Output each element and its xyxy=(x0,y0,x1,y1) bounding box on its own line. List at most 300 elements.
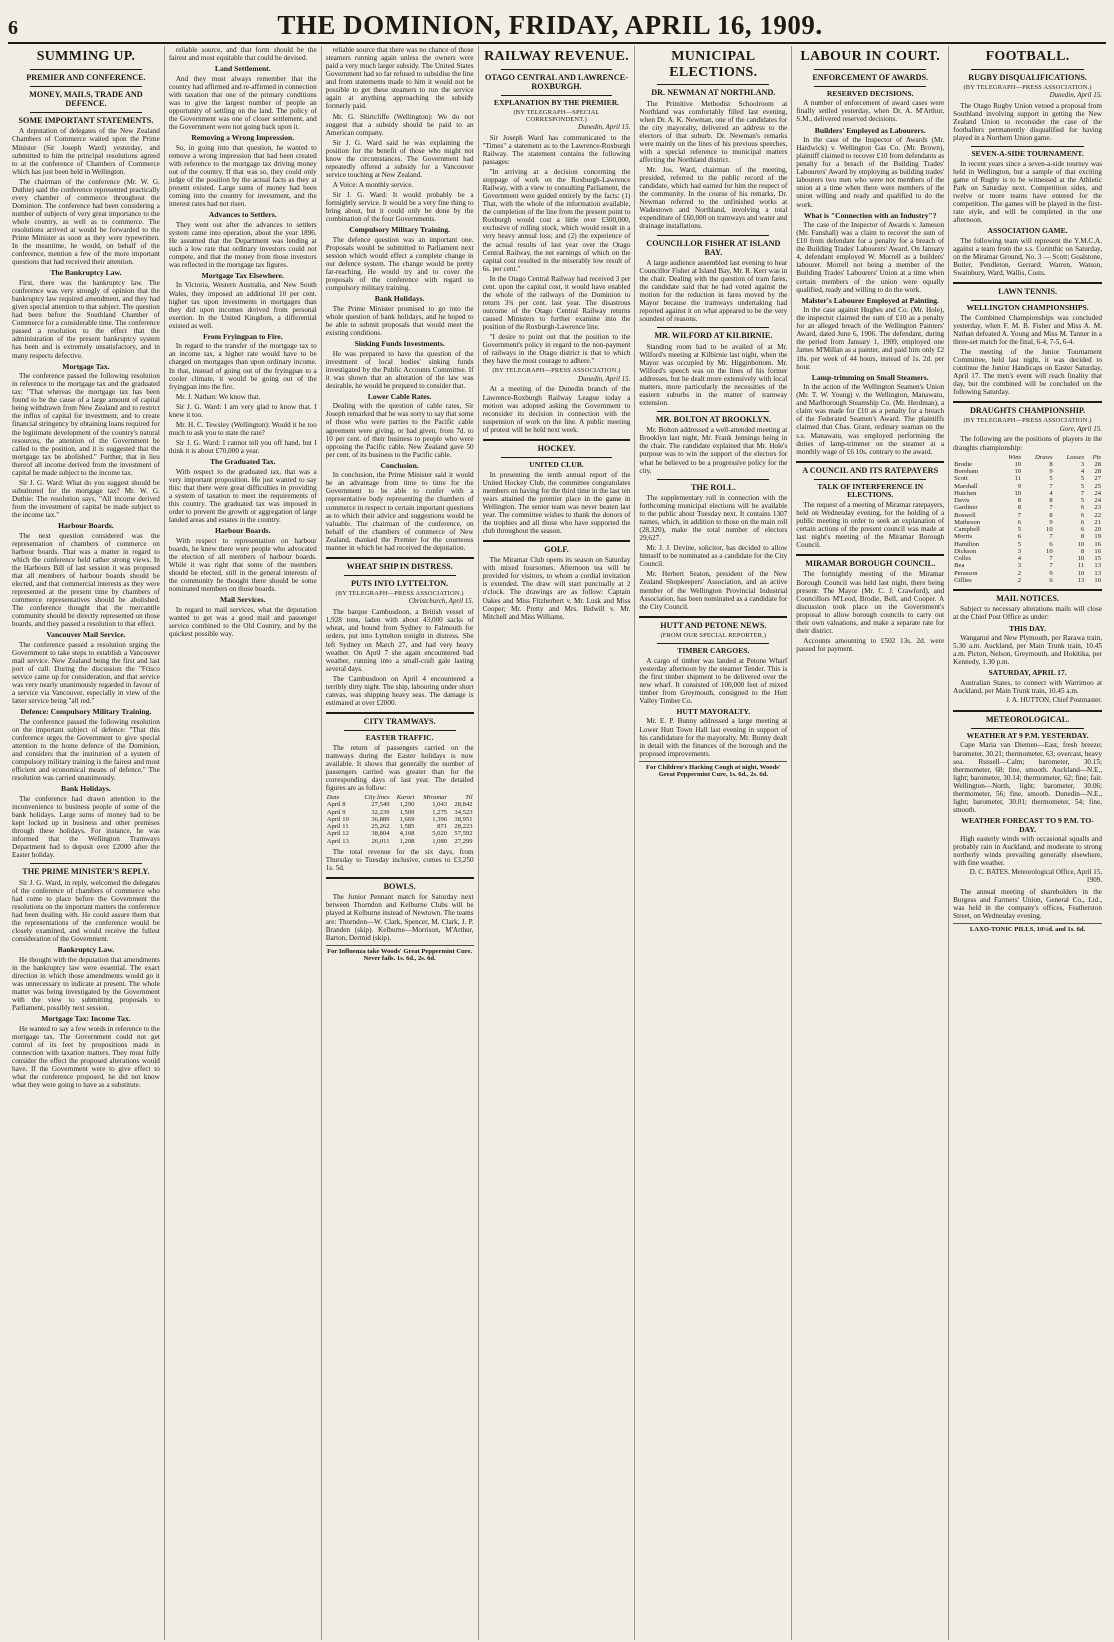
paragraph: reliable source, and that form should be the fairest and most equitable that could be devised. xyxy=(168,46,317,63)
table-cell: 6 xyxy=(1017,533,1022,541)
article-heading: LABOUR IN COURT. xyxy=(800,49,941,64)
table-header-cell: Date xyxy=(326,794,340,802)
table-cell: 36,889 xyxy=(371,815,390,823)
table-row xyxy=(953,468,1102,475)
table-cell: 19 xyxy=(1094,533,1101,541)
article-heading: RAILWAY REVENUE. xyxy=(484,49,629,64)
paragraph: The Otago Rugby Union vetoed a proposal from Southland involving support in getting the New Zealand Union to reconsider the case of the footballers permanently disqualified for having played in a Northern Union game. xyxy=(953,101,1102,143)
section-heading: The Graduated Tax. xyxy=(209,457,276,467)
paragraph: In Victoria, Western Australia, and New South Wales, they imposed an additional 10 per cent. higher tax upon investments in mortgages than they did upon incomes derived from personal exertion. In the United Kingdom, a differential existed as well. xyxy=(168,281,317,330)
table-cell: Gillies xyxy=(954,576,972,584)
table-row xyxy=(953,490,1102,497)
article-subheading: RESERVED DECISIONS. xyxy=(826,88,914,98)
table-row xyxy=(326,809,474,816)
byline: (FROM OUR SPECIAL REPORTER.) xyxy=(660,631,767,639)
paragraph: The barque Cambusdoon, a British vessel of 1,928 tons, laden with about 43,000 sacks of wheat, and bound from Sydney to Falmouth for orders, put into Lyttelton tonight in distress. She left Sydney on March 27, and had very heavy weather. On April 7 she again encountered bad weather, running into a small-craft gale lasting several days. xyxy=(325,608,474,673)
column-5 xyxy=(635,46,792,1640)
article-subheading: MR. WILFORD AT KILBIRNIE. xyxy=(654,331,773,341)
article-heading: WHEAT SHIP IN DISTRESS. xyxy=(346,561,453,571)
table-header-cell: Losses xyxy=(1066,453,1085,461)
article-heading: LAWN TENNIS. xyxy=(998,286,1058,296)
article-heading: MAIL NOTICES. xyxy=(996,594,1059,604)
column-3 xyxy=(322,46,479,1640)
dateline: Dunedin, April 15. xyxy=(578,122,631,131)
advertisement: For Children's Hacking Cough at night, Woods' Great Peppermint Cure, 1s. 6d., 2s. 6d. xyxy=(639,761,787,779)
article-subheading: UNITED CLUB. xyxy=(529,460,584,470)
table-cell: 1,043 xyxy=(432,801,448,809)
table-row xyxy=(326,816,474,823)
table-cell: 8 xyxy=(1080,533,1085,541)
table-cell: 28,223 xyxy=(454,823,473,831)
paragraph: The total revenue for the six days, from Thursday to Tuesday inclusive, comes to £3,250 1s. 5d. xyxy=(325,847,474,873)
table-cell: 10 xyxy=(1077,555,1085,563)
paragraph: Mr. H. C. Tewsley (Wellington): Would it be too much to ask you to state the rate? xyxy=(168,420,317,437)
table-cell: 16 xyxy=(1094,547,1101,555)
table-header-row xyxy=(326,794,474,801)
table-cell: 8 xyxy=(1017,497,1022,505)
paragraph: The fortnightly meeting of the Miramar Borough Council was held last night, there being present: The Mayor (Mr. C. J. Crawford), and Councillors M'Leod, Brodie, Bell, and Cooper. A discussion took place on the Government's proposal to allow borough councils to carry out their own valuations, and make a separate rate for their district. xyxy=(796,570,945,635)
table-cell: 25 xyxy=(1094,482,1101,490)
masthead xyxy=(8,2,1106,44)
table-cell: 8 xyxy=(1080,547,1085,555)
paragraph: The conference passed the following resolution in reference to the mortgage tax and the graduated tax: "That whereas the mortgage tax has been found to be the cause of a large amount of capital being withdrawn from New Zealand and to restrict the influx of capital for investment, and to create financial stringency by obtaining loans required for the legitimate development of the country's natural resources, the attention of the Government be called to the position, and it is suggested that the mortgage tax be abolished." Further, that in lieu thereof all income derived from the investment of capital be made subject to the income tax. xyxy=(12,372,160,477)
article-subheading: THE ROLL. xyxy=(691,482,736,492)
table-cell: 32,239 xyxy=(371,808,390,816)
paragraph: Mr. Bolton addressed a well-attended meeting at Brooklyn last night, Mr. Frank Jennings being in the chair. The candidate explained that Mr. Hole's purpose was to win the support of the electors for what he believed to be a progressive policy for the city. xyxy=(639,426,788,475)
table-row xyxy=(953,555,1102,562)
paragraph: Sir J. G. Ward: It would probably be a fortnightly service. It would be a very fine thing to bring about, but it could only be done by the combination of the four Governments. xyxy=(325,191,474,224)
table-cell: 22 xyxy=(1094,511,1101,519)
advertisement: For Influenza take Woods' Great Peppermint Cure. Never fails. 1s. 6d., 2s. 6d. xyxy=(326,945,474,963)
signature-line: D. C. BATES. Meteorological Office, April 15, 1909. xyxy=(969,868,1102,885)
table-cell: Scott xyxy=(954,475,968,483)
article-subheading: COUNCILLOR FISHER AT ISLAND BAY. xyxy=(646,238,781,257)
table-cell: Boreham xyxy=(954,468,979,476)
byline: (BY TELEGRAPH—PRESS ASSOCIATION.) xyxy=(335,590,464,598)
section-heading: Compulsory Military Training. xyxy=(349,225,451,235)
table-cell: 28 xyxy=(1094,460,1101,468)
table-cell: 7 xyxy=(1049,562,1053,570)
table-cell: 15 xyxy=(1094,555,1101,563)
table-cell: Dickson xyxy=(954,547,977,555)
table-cell: 27,549 xyxy=(371,801,390,809)
table-cell: 2 xyxy=(1017,576,1022,584)
section-heading: What is "Connection with an Industry"? xyxy=(803,210,937,220)
table-cell: 10 xyxy=(1094,576,1101,584)
section-heading: Removing a Wrong Impression. xyxy=(191,133,295,143)
table-cell: 871 xyxy=(437,823,448,831)
section-heading: Harbour Boards. xyxy=(58,521,114,531)
table-cell: 3 xyxy=(1080,460,1085,468)
section-heading: Harbour Boards. xyxy=(214,526,271,536)
table-cell: 26,011 xyxy=(371,837,390,845)
section-heading: From Fryingpan to Fire. xyxy=(203,331,283,341)
section-heading: Lower Cable Rates. xyxy=(367,391,432,401)
table-cell: 7 xyxy=(1049,504,1053,512)
paragraph: Mr. E. P. Bunny addressed a large meeting at Lower Hutt Town Hall last evening in support of his candidature for the mayoralty. Mr. Bunny dealt in detail with the finances of the borough and the proposed improvements. xyxy=(639,717,788,758)
table-body xyxy=(953,461,1102,584)
byline: (BY TELEGRAPH—SPECIAL CORRESPONDENT.) xyxy=(513,108,600,123)
table-cell: 6 xyxy=(1080,518,1085,526)
paragraph: In regard to mail services, what the deputation wanted to get was a good mail and passenger service combined to the Old Country, and by the quickest possible way. xyxy=(168,605,317,638)
table-cell: 16 xyxy=(1094,540,1101,548)
byline: (BY TELEGRAPH—PRESS ASSOCIATION.) xyxy=(963,83,1092,91)
paragraph: In the case against Hughes and Co. (Mr. Hole), the inspector claimed the sum of £10 as a penalty for an alleged breach of the Wellington Painters' Award, dated June 6, 1906. The defendant, during the period from January 1, 1909, employed one James M'Millan as a painter, and paid him only £2 18s. per week of 44 hours, instead of 1s. 2d. per hour. xyxy=(796,306,945,371)
table-cell: 4 xyxy=(1080,468,1085,476)
paragraph: The Prime Minister promised to go into the whole question of bank holidays, and he hoped to be able to submit proposals that would meet the existing conditions. xyxy=(325,304,474,337)
dateline: Gore, April 15. xyxy=(1059,424,1102,433)
paragraph: In regard to the transfer of the mortgage tax to an income tax, a higher rate would have to be charged on mortgages than upon ordinary income. In that, instead of going out of the fryingpan to a cooler climate, it would be going out of the fryingpan into the fire. xyxy=(168,342,317,391)
article-heading: GOLF. xyxy=(544,545,569,555)
table-cell: 38,951 xyxy=(454,815,473,823)
section-heading: Lamp-trimming on Small Steamers. xyxy=(811,372,929,382)
column-2 xyxy=(165,46,322,1640)
paragraph: So, in going into that question, he wanted to remove a wrong impression that had been created with reference to the mortgage tax driving money out of the country. If that was so, they could only judge of the position by the actual facts as they at present existed. Large sums of money had been coming into the country for investment, and the interest rates had not risen. xyxy=(168,143,317,208)
table-cell: 23 xyxy=(1094,504,1101,512)
table-cell: 9 xyxy=(1049,468,1053,476)
section-heading: Sinking Funds Investments. xyxy=(354,339,445,348)
paragraph: He thought with the deputation that amendments in the bankruptcy law were essential. The exact direction in which those amendments would go it was unnecessary to indicate at present. The whole matter was being investigated by the Government with the view to submitting proposals to Parliament, possibly next session. xyxy=(12,955,160,1013)
paragraph: With respect to representation on harbour boards, he knew there were people who advocated the election of all members of harbour boards. While it was right that some of the members should be elected, still in the general interests of the community he thought there should be some nominated members on those boards. xyxy=(168,536,317,593)
paragraph: Sir Joseph Ward has communicated to the "Times" a statement as to the Lawrence-Roxburgh Railway. The statement contains the following passages: xyxy=(482,133,631,166)
table-header-cell: Draws xyxy=(1035,453,1053,461)
table-cell: Brodie xyxy=(954,460,973,468)
article-subheading: ENFORCEMENT OF AWARDS. xyxy=(812,72,929,82)
paragraph: In the case of the Inspector of Awards (Mr. Hardwick) v. Wellington Gas Co. (Mr. Brown), plaintiff claimed to recover £10 from defendants as penalty for a breach of the Building Trades' Labourers' Award by employing as building trades' labourers two men who were not members of the union at a time when there were members of the union willing and ready and qualified to do the work. xyxy=(796,136,945,209)
article-subheading: TALK OF INTERFERENCE IN ELECTIONS. xyxy=(817,481,924,500)
paragraph: Australian States, to connect with Warrimoo at Auckland, per Main Trunk train, 10.45 a.m. xyxy=(953,678,1102,695)
table-cell: Colles xyxy=(954,555,971,563)
tram-traffic-table xyxy=(326,794,474,845)
table-row xyxy=(953,562,1102,569)
table-cell: April 8 xyxy=(326,801,346,809)
paragraph: The conference passed the following resolution on the important subject of defence: "That this conference urges the Government to give special attention to the home defence of the Dominion, and considers that the institution of a system of compulsory military training is the fairest and most efficient and economical means of defence." The resolution was carried unanimously. xyxy=(12,717,160,783)
section-heading: Mortgage Tax: Income Tax. xyxy=(41,1014,131,1024)
table-cell: April 11 xyxy=(326,823,349,831)
paragraph: "I desire to point out that the position to the Government's policy in regard to the non-payment of railways in the Otago district is that to which they have the most courage to adhere." xyxy=(482,333,631,366)
paragraph: First, there was the bankruptcy law. The conference was very strongly of opinion that the bankruptcy law required amendment, and they had given special attention to that subject. The question had been before the Southland Chamber of Commerce for a considerable time. The conference passed a resolution to the effect that the administration of the present bankruptcy system has been and is extremely unsatisfactory, and in many respects defective. xyxy=(12,278,160,360)
table-cell: 34,523 xyxy=(454,808,473,816)
table-cell: 28,842 xyxy=(454,801,473,809)
section-heading: Mail Services. xyxy=(219,595,266,604)
table-row xyxy=(953,497,1102,504)
paragraph: The conference passed a resolution urging the Government to take steps to establish a Vancouver mail service. New Zealand being the first and last port of call. During the discussion the "Frisco service came up for consideration, and that service was very nearly unanimously regarded in favour of a service via Vancouver, especially in view of the latter service being "all red." xyxy=(12,640,160,706)
table-header-cell: City lines xyxy=(364,794,390,802)
paragraph: Subject to necessary alterations mails will close at the Chief Post Office as under: xyxy=(953,605,1102,622)
table-cell: 11 xyxy=(1014,475,1022,483)
table-cell: 1,669 xyxy=(399,815,415,823)
paragraph: The conference had drawn attention to the inconvenience to business people of some of the bank holidays. Large sums of money had to be kept locked up in business and other premises through these holidays. For instance, he was informed that the Wellington Tramways Department had to deposit over £2000 after the Easter holiday. xyxy=(12,794,160,860)
table-cell: Marshall xyxy=(954,482,978,490)
paragraph: The following are the positions of players in the draughts championship: xyxy=(953,435,1102,452)
paragraph: With respect to the graduated tax, that was a very important proposition. He just wanted to say this: that there were great difficulties in providing a system of taxation to meet the requirements of this country. The graduated tax was imposed in order to prevent the growth or aggregation of large landed areas and estates in the country. xyxy=(168,467,317,524)
table-cell: 38,804 xyxy=(371,830,390,838)
table-row xyxy=(953,533,1102,540)
paragraph: The supplementary roll in connection with the forthcoming municipal elections will be available to the public about Tuesday next. It contains 1307 names, which, in addition to those on the main roll (28,320), make the total number of electors 29,627. xyxy=(639,493,788,543)
column-7 xyxy=(949,46,1106,1640)
paragraph: In the action of the Wellington Seamen's Union (Mr. T. W. Young) v. the Wellington, Manawatu, and Marlborough Steamship Co. (Mr. Herdman), a claim was made for £10 as a penalty for a breach of the Federated Seamen's Award. The plaintiffs claimed that Chas. Grant, ordinary seaman on the s.s. Manawatu, was employed performing the duties of lamp-trimmer on the steamer at a monthly wage of £6 10s. contrary to the award. xyxy=(796,383,945,456)
paragraph: The defence question was an important one. Proposals would be submitted to Parliament next session which would effect a complete change in our defence system. The change would be pretty far-reaching. He would try and to cover the proposals of the conference with regard to compulsory military training. xyxy=(325,235,474,293)
article-subheading: THE PRIME MINISTER'S REPLY. xyxy=(22,867,150,877)
section-heading: WEATHER AT 9 P.M. YESTERDAY. xyxy=(966,730,1089,740)
paragraph: Mr. G. Shirtcliffe (Wellington): We do not suggest that a subsidy should be paid to an American company. xyxy=(325,112,474,137)
article-heading: A COUNCIL AND ITS RATEPAYERS xyxy=(802,465,939,475)
table-cell: 9 xyxy=(1049,518,1053,526)
article-subheading: EXPLANATION BY THE PREMIER. xyxy=(493,98,620,108)
table-row xyxy=(953,548,1102,555)
paragraph: reliable source that there was no chance of those steamers running again unless the owners were paid a very much larger subsidy. The United States Government had so far refused to subsidise the line and from statements made to him it would not be possible to get these steamers to run the service again at anything approaching the subsidy formerly paid. xyxy=(325,46,474,111)
table-cell: 4,168 xyxy=(399,830,415,838)
article-subheading: PREMIER AND CONFERENCE. xyxy=(26,72,146,82)
paragraph: The Combined Championships was concluded yesterday, when F. M. B. Fisher and Miss A. M. Nathan defeated A. Young and Miss M. Tanner in a three-set match for the final, 6-4, 7-5, 6-4. xyxy=(953,313,1102,346)
table-cell: 13 xyxy=(1094,562,1101,570)
table-cell: 8 xyxy=(1049,497,1053,505)
table-cell: 5,020 xyxy=(432,830,448,838)
paragraph: High easterly winds with occasional squalls and probably rain in Auckland, and moderate to strong northerly winds prevailing generally elsewhere, with fine weather. xyxy=(953,835,1102,868)
section-heading: Bank Holidays. xyxy=(374,294,425,304)
article-heading: MUNICIPAL ELECTIONS. xyxy=(669,49,758,80)
table-row xyxy=(326,801,474,808)
table-cell: 10 xyxy=(1014,489,1022,497)
paragraph: Dealing with the question of cable rates, Sir Joseph remarked that he was sorry to say that some of those who were parties to the Pacific cable agreement were giving, or had given, from 7d. to 10 per cent. of their business to people who were opposing the Pacific cable. New Zealand gave 50 per cent. of its business to the Pacific cable. xyxy=(325,402,474,459)
table-cell: 6 xyxy=(1080,526,1085,534)
table-row xyxy=(953,483,1102,490)
table-cell: 7 xyxy=(1017,511,1022,519)
paragraph: A Voice: A monthly service. xyxy=(332,181,414,189)
page-number: 6 xyxy=(8,17,18,39)
section-heading: SATURDAY, APRIL 17. xyxy=(988,668,1067,678)
paragraph: And they must always remember that the country had affirmed and re-affirmed in connection with taxation that one of the primary conditions was to give the largest number of people an opportunity of settling on the land. The policy of the Government was one of closer settlement, and the Government were not going back upon it. xyxy=(168,74,317,131)
table-cell: Hamilton xyxy=(954,540,980,548)
paragraph: A deputation of delegates of the New Zealand Chambers of Commerce waited upon the Prime Minister (Sir Joseph Ward) yesterday, and submitted to him the principal resolutions agreed to at the conference of Chambers of Commerce which has just been held in Wellington. xyxy=(12,127,160,176)
article-heading: HUTT AND PETONE NEWS. xyxy=(660,620,767,630)
article-subheading: WELLINGTON CHAMPIONSHIPS. xyxy=(966,303,1089,313)
section-heading: The Bankruptcy Law. xyxy=(50,268,122,278)
table-cell: 4 xyxy=(1049,489,1053,497)
advertisement: LAXO-TONIC PILLS, 10½d. and 1s. 6d. xyxy=(953,923,1102,933)
article-subheading: TIMBER CARGOES. xyxy=(677,646,750,656)
table-cell: 3 xyxy=(1017,562,1022,570)
paragraph: In presenting the tenth annual report of the United Hockey Club, the committee congratulates members on having for the third time in the last ten years attained the premier place in the game in Wellington. The senior team was never beaten last year. The committee wishes to thank the donors of the trophies and all those who have supported the club throughout the season. xyxy=(482,470,631,535)
section-heading: WEATHER FORECAST TO 9 P.M. TO-DAY. xyxy=(961,816,1094,834)
article-heading: DRAUGHTS CHAMPIONSHIP. xyxy=(969,406,1086,416)
paragraph: A number of enforcement of award cases were finally settled yesterday, when Dr. A. M'Arthur, S.M., delivered reserved decisions. xyxy=(796,99,945,124)
paragraph: The Primitive Methodist Schoolroom at Northland was comfortably filled last evening, when Dr. A. K. Newman, one of the candidates for the city mayoralty, delivered an address to the electors of that suburb. Dr. Newman's remarks were mainly on the lines of his previous speeches, with a special reference to municipal matters affecting the Northland district. xyxy=(639,99,788,164)
table-cell: 7 xyxy=(1080,489,1085,497)
paragraph: Mr. Jos. Ward, chairman of the meeting, presided, referred to the public record of the candidate, which had earned for him the respect of the community. In the course of his remarks, Dr. Newman referred to the unfinished works at Wadestown and Northland, involving a total expenditure of £60,000 on tramways and water and drainage installations. xyxy=(639,166,788,231)
table-row xyxy=(953,504,1102,511)
table-row xyxy=(953,526,1102,533)
table-header-row xyxy=(953,454,1102,461)
table-row xyxy=(953,570,1102,577)
section-heading: Conclusion. xyxy=(380,460,419,470)
paragraph: The request of a meeting of Miramar ratepayers, held on Wednesday evening, for the holding of a public meeting in order to seek an explanation of certain actions of the present council was made at last night's meeting of the Miramar Borough Council. xyxy=(796,500,945,550)
table-cell: 25,262 xyxy=(371,823,390,831)
byline: (BY TELEGRAPH—PRESS ASSOCIATION.) xyxy=(492,367,621,375)
table-cell: 3 xyxy=(1017,547,1022,555)
paragraph: Sir J. G. Ward said he was explaining the position for the benefit of those who might not know the circumstances. The Government had repeatedly offered a subsidy for a Vancouver service touching at New Zealand. xyxy=(325,138,474,179)
section-heading: Vancouver Mail Service. xyxy=(46,630,126,640)
paragraph: Standing room had to be availed of at Mr. Wilford's meeting at Kilbirnie last night, when the Mayor was occupied by Mr. Higginbottom. Mr. Wilford's speech was on the lines of his former addresses, but he dealt more extensively with local matters, more particularly the necessities of the eastern suburbs in the matter of tramway extension. xyxy=(639,342,788,408)
table-cell: 5 xyxy=(1080,482,1085,490)
paragraph: The Junior Pennant match for Saturday next between Thorndon and Kelburne Clubs will be played at Kelburne instead of Newtown. The teams are: Thorndon—W. Clark, Spencer, M. Clark, J. P. Branden (skip). Kelburne—Morrison, M'Arthur, Barton, Dermid (skip). xyxy=(325,893,474,942)
article-heading: BOWLS. xyxy=(383,882,416,892)
paragraph: A cargo of timber was landed at Petone Wharf yesterday afternoon by the steamer Tender. This is the first timber shipment to be delivered over the new wharf. It consisted of 100,000 feet of mixed timber from Greymouth, consigned to the Hutt Valley Timber Co. xyxy=(639,656,788,705)
paragraph: The Miramar Club opens its season on Saturday with mixed foursomes. Afternoon tea will be provided for visitors, to whom a cordial invitation is extended. The draw will start punctually at 2 o'clock. The drawings are as follow: Captain Oakes and Miss Fitzherbert v. Mr. Lusk and Miss Cooper; Mr. Pretty and Mrs. Bidwill v. Mr. Mitchell and Miss Williams. xyxy=(482,556,631,621)
table-cell: 5 xyxy=(1080,497,1085,505)
paragraph: Mr. J. J. Devine, solicitor, has decided to allow himself to be nominated as a candidate for the City Council. xyxy=(639,544,788,569)
column-6 xyxy=(792,46,949,1640)
table-cell: 10 xyxy=(1046,547,1053,555)
paragraph: Sir J. G. Ward: I cannot tell you off hand, but I think it is about £70,000 a year. xyxy=(168,439,317,456)
table-cell: 5 xyxy=(1017,540,1022,548)
table-cell: 1,208 xyxy=(399,837,415,845)
section-heading: Bank Holidays. xyxy=(61,784,111,794)
article-subheading: RUGBY DISQUALIFICATIONS. xyxy=(968,72,1087,82)
article-subheading: DR. NEWMAN AT NORTHLAND. xyxy=(651,88,776,98)
paragraph: The Cambusdoon on April 4 encountered a terribly dirty night. The ship, labouring under short canvas, was shipping heavy seas. The damage is estimated at over £2000. xyxy=(325,674,474,707)
paragraph: He wanted to say a few words in reference to the mortgage tax. The Government could not get control of its feet by propositions made in connection with taxation matters. They must fully consider the effect the proposed alterations would have. If the Government were to give effect to what the conference proposed, he did not know what they were going to have as a substitute. xyxy=(12,1024,160,1090)
section-heading: Land Settlement. xyxy=(214,64,271,74)
table-cell: 7 xyxy=(1049,555,1053,563)
table-cell: Davis xyxy=(954,497,970,505)
table-cell: April 12 xyxy=(326,830,349,838)
table-header-cell: Wins xyxy=(1008,453,1022,461)
paragraph: A large audience assembled last evening to hear Councillor Fisher at Island Bay, Mr. R. Kerr was in the chair. Dealing with the question of tram fares, the candidate said that he had voted against the motion for the reduction in fares moved by the Mayor because the tramways undertaking had reported against it on what appeared to be the very soundest of reasons. xyxy=(639,258,788,324)
table-cell: 6 xyxy=(1049,540,1053,548)
section-heading: Defence: Compulsory Military Training. xyxy=(20,707,152,717)
table-cell: 9 xyxy=(1049,569,1053,577)
table-cell: 8 xyxy=(1049,511,1053,519)
table-header-cell: Pts xyxy=(1092,453,1101,461)
table-cell: 24 xyxy=(1094,489,1101,497)
section-heading: Advances to Settlers. xyxy=(208,210,277,220)
table-cell: 11 xyxy=(1077,562,1085,570)
table-row xyxy=(326,823,474,830)
table-cell: 6 xyxy=(1049,576,1053,584)
paragraph: The case of the Inspector of Awards v. Jameson (Mr. Fanshall) was a claim to recover the sum of £10 from defendant for a penalty for a breach of the Building Trades' Labourers' Award. On January 4, defendant employed W. Morrell as a builders' labourer. Morrell not being a member of the Building Trades' Labourers' Union at a time when certain members of the union were equally qualified, ready and willing to do the work. xyxy=(796,221,945,294)
table-row xyxy=(953,519,1102,526)
table-body xyxy=(326,801,474,845)
table-header-cell: Miramar xyxy=(423,794,448,802)
table-cell: 6 xyxy=(1080,511,1085,519)
paragraph: In the Otago Central Railway had received 3 per cent. upon the capital cost, it would have enabled the whole of the railways of the Dominion to return 3¾ per cent. last year. The disastrous outcome of the Otago Central Railway returns caused Ministers to further examine into the position of the Roxburgh-Lawrence line. xyxy=(482,274,631,332)
paragraph: The return of passengers carried on the tramways during the Easter holidays is now available. It shows that generally the number of passengers carried was greater than for the corresponding days of last year. The detailed figures are as follow: xyxy=(325,743,474,792)
paragraph: The meeting of the Junior Tournament Committee, held last night, it was decided to continue the Junior Handicaps on Easter Saturday, April 17. The men's event will reach finality that day, but the combined will be concluded on the following Saturday. xyxy=(953,347,1102,397)
article-heading: HOCKEY. xyxy=(537,443,576,453)
section-heading: Builders' Employed as Labourers. xyxy=(814,125,926,135)
paragraph: In recent years since a seven-a-side tourney was held in Wellington, but a sample of that exciting game of Rugby is to be witnessed at the Athletic Park on Saturday next. Competition sides, and twelve or more teams have entered for the competition. The games will be played in the first-rate style, and will be completed in the one afternoon. xyxy=(953,159,1102,225)
table-cell: Campbell xyxy=(954,526,980,534)
newspaper-title: THE DOMINION, FRIDAY, APRIL 16, 1909. xyxy=(277,10,823,40)
paragraph: The annual meeting of shareholders in the Burgess and Farmers' Union, General Co., Ltd., was held in the company's offices, Featherston Street, on Wednesday evening. xyxy=(953,887,1102,921)
section-heading: SEVEN-A-SIDE TOURNAMENT. xyxy=(971,149,1084,159)
table-cell: 27 xyxy=(1094,475,1101,483)
table-row xyxy=(953,475,1102,482)
table-cell: 8 xyxy=(1017,504,1022,512)
table-cell: 5 xyxy=(1049,475,1053,483)
table-row xyxy=(953,461,1102,468)
table-cell: April 10 xyxy=(326,815,349,823)
table-header-cell xyxy=(953,454,998,461)
table-cell: 1,290 xyxy=(399,801,415,809)
table-cell: 27,299 xyxy=(454,837,473,845)
article-heading: METEOROLOGICAL. xyxy=(985,714,1070,724)
table-cell: 1,080 xyxy=(432,837,448,845)
table-cell: Bea xyxy=(954,562,965,570)
article-subheading: SOME IMPORTANT STATEMENTS. xyxy=(18,116,154,126)
draughts-standings-table xyxy=(953,454,1102,585)
table-row xyxy=(326,830,474,837)
section-heading: ASSOCIATION GAME. xyxy=(987,226,1068,236)
article-subheading: MONEY, MAILS, TRADE AND DEFENCE. xyxy=(29,89,143,109)
paragraph: Sir J. G. Ward: What do you suggest should be substituted for the mortgage tax? Mr. W. G. Duthie: The resolution says, "All income derived from the investment of capital be made subject to the income tax." xyxy=(12,478,160,520)
article-subheading: EASTER TRAFFIC. xyxy=(365,733,434,743)
paragraph: In conclusion, the Prime Minister said it would be an advantage from time to time for the Government to be able to confer with a representative body representing the chambers of commerce in respect to certain important questions as to which their advice and suggestions would be valuable. The chairman of the conference, on behalf of the chambers of commerce of New Zealand, thanked the Premier for the courteous manner in which he had received the deputation. xyxy=(325,471,474,552)
table-row xyxy=(326,838,474,845)
table-cell: 21 xyxy=(1094,518,1101,526)
article-heading: FOOTBALL. xyxy=(985,49,1070,64)
article-heading: MIRAMAR BOROUGH COUNCIL. xyxy=(805,559,936,569)
table-cell: Matheson xyxy=(954,518,981,526)
table-cell: Perasson xyxy=(954,569,978,577)
paragraph: "In arriving at a decision concerning the stoppage of work on the Roxburgh-Lawrence Railway, with a view to consulting Parliament, the Government were guided entirely by the facts: (1) That, with the whole of the information available, the completion of the line from the present point to Roxburgh would cost a little over £300,000, exclusive of rolling stock, which would result in a very heavy annual loss; and (2) the experience of the actual results of last year over the Otago Central Railway, the net earnings of which on the capital cost resulted in the miserably low result of 6s. per cent." xyxy=(482,167,631,273)
article-subheading: PUTS INTO LYTTELTON. xyxy=(351,579,449,589)
article-heading: CITY TRAMWAYS. xyxy=(363,717,436,726)
paragraph: Mr. Herbert Seaton, president of the New Zealand Shopkeepers' Association, and an active member of the Wellington Provincial Industrial Association, has been nominated as a candidate for the City Council. xyxy=(639,570,788,611)
dateline: Christchurch, April 15. xyxy=(408,597,474,606)
paragraph: Mr. J. Nathan: We know that. xyxy=(175,392,261,401)
table-cell: Gardiner xyxy=(954,504,978,512)
section-heading: THIS DAY. xyxy=(1009,623,1047,633)
table-cell: April 13 xyxy=(326,837,349,845)
paragraph: Accounts amounting to £502 13s. 2d. were passed for payment. xyxy=(796,636,945,654)
table-cell: Morris xyxy=(954,533,973,541)
table-cell: 20 xyxy=(1094,526,1101,534)
table-row xyxy=(953,512,1102,519)
section-heading: Mortgage Tax Elsewhere. xyxy=(201,270,284,280)
table-cell: 1,275 xyxy=(432,808,448,816)
column-4 xyxy=(479,46,636,1640)
table-cell: 7 xyxy=(1049,482,1053,490)
paragraph: Cape Maria van Diemen—East, fresh breeze; barometer, 30.21; thermometer, 63; overcast, heavy sea. Russell—Calm; barometer, 30.15; thermometer, 68; fine, smooth. Auckland—N.E., light; barometer, 30.14; thermometer, 62; fine; fair. Wellington—North, light; barometer, 30.06; thermometer, 56; fine, smooth. Dunedin—N.E., light; barometer, 30.01; thermometer, 54; fine, smooth. xyxy=(953,741,1102,814)
table-cell: Boswell xyxy=(954,511,976,519)
table-cell: April 9 xyxy=(326,808,346,816)
table-cell: 1,585 xyxy=(399,823,415,831)
table-cell: 7 xyxy=(1049,533,1053,541)
byline: (BY TELEGRAPH—PRESS ASSOCIATION.) xyxy=(963,417,1092,425)
table-cell: 5 xyxy=(1017,526,1022,534)
table-header-cell: Karori xyxy=(396,794,415,802)
page-columns xyxy=(8,46,1106,1640)
table-cell: 10 xyxy=(1046,526,1053,534)
article-subheading: HUTT MAYORALTY. xyxy=(676,706,751,716)
table-cell: 2 xyxy=(1017,569,1022,577)
paragraph: Sir J. G. Ward, in reply, welcomed the delegates of the conference of chambers of commerce who had come to place before the Government the resolutions on the important matters the conference had been dealing with. He could assure them that the representations of the conference would be closely examined, and would receive the fullest consideration of the Government. xyxy=(12,878,160,944)
table-cell: 8 xyxy=(1049,460,1053,468)
dateline: Dunedin, April 15. xyxy=(578,374,631,383)
paragraph: He was prepared to have the question of the investment of local bodies' sinking funds investigated by the Public Accounts Committee. If it was shown that an alteration of the law was desirable, he would be prepared to consider that. xyxy=(325,349,474,390)
table-cell: 57,592 xyxy=(454,830,473,838)
section-heading: Malster's Labourer Employed at Painting. xyxy=(801,295,939,305)
signature-line: J. A. HUTTON, Chief Postmaster. xyxy=(1006,695,1102,704)
paragraph: Wanganui and New Plymouth, per Rarawa train, 5.30 a.m. Auckland, per Main Trunk train, 10.45 a.m. Picton, Nelson, Greymouth, and Hokitika, per Kennedy, 1.30 p.m. xyxy=(953,634,1102,667)
table-cell: 28 xyxy=(1094,468,1101,476)
article-subheading: OTAGO CENTRAL AND LAWRENCE-ROXBURGH. xyxy=(485,72,628,91)
section-heading: Mortgage Tax. xyxy=(62,361,110,371)
dateline: Dunedin, April 15. xyxy=(1049,91,1102,100)
paragraph: At a meeting of the Dunedin branch of the Lawrence-Roxburgh Railway League today a motion was adopted asking the Government to reconsider its decision in connection with the suspension of work on the line. A public meeting of protest will be held next week. xyxy=(482,385,631,434)
